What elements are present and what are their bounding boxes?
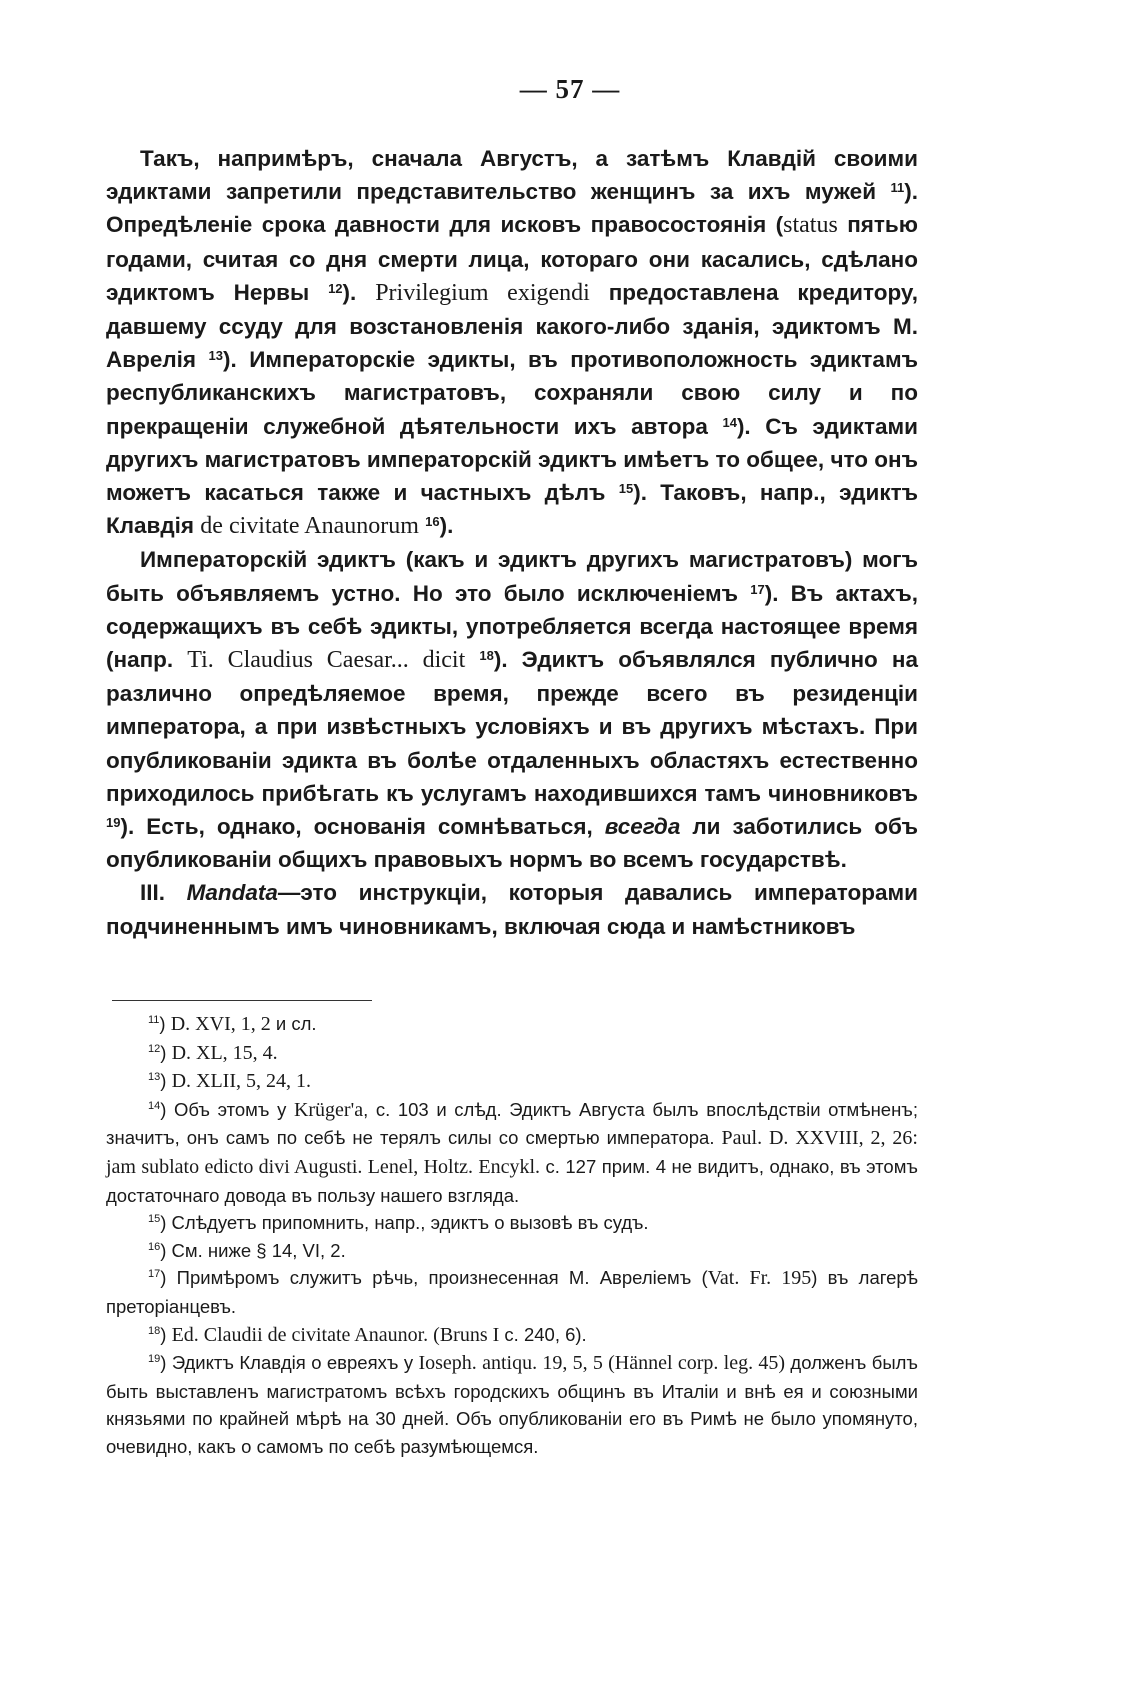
footnote-divider: [112, 1000, 372, 1001]
paragraph: [106, 876, 918, 942]
footnote: [106, 1349, 918, 1460]
latin-text: Vat. Fr. 195: [707, 1267, 812, 1290]
text-run: ).: [342, 279, 376, 305]
text-run: —это инструкціи, которыя давались императорами подчиненнымъ имъ чиновникамъ, включая сюда и намѣстниковъ: [106, 880, 918, 939]
footnote-number: 18: [148, 1324, 161, 1337]
text-run: ). Есть, однако, основанія сомнѣваться,: [120, 814, 605, 840]
latin-text: de civitate Anaunorum: [200, 513, 419, 540]
footnote-number: 14: [148, 1099, 161, 1112]
text-run: с. 240, 6).: [499, 1323, 587, 1345]
text-run: ).: [439, 513, 454, 539]
emphasis-text: всегда: [604, 814, 681, 840]
footnote-number: 19: [148, 1353, 161, 1366]
paragraph: [106, 543, 918, 876]
text-run: пятью годами, считая со дня смерти лица, котораго они касались, сдѣлано эдиктомъ Нервы: [106, 212, 918, 305]
text-run: ): [160, 1041, 172, 1063]
footnote-ref: 18: [479, 648, 494, 664]
latin-text: Ed. Claudii de civitate Anaunor. (Bruns I: [171, 1323, 500, 1346]
footnote-number: 13: [148, 1071, 161, 1084]
footnotes: [106, 1010, 918, 1461]
latin-text: Ti. Claudius Caesar... dicit: [187, 647, 466, 674]
text-run: предоставлена кредитору, давшему ссуду для возстановленія какого-либо зданія, эдиктомъ М. Аврелія: [106, 279, 918, 373]
footnote-ref: 14: [722, 414, 737, 430]
footnote: [106, 1209, 918, 1237]
text-run: Такъ, напримѣръ, сначала Августъ, а затѣмъ Клавдій своими эдиктами запретили представительство женщинъ за ихъ мужей: [106, 146, 918, 205]
latin-text: Krüger'a: [293, 1098, 364, 1121]
footnote-ref: 11: [890, 180, 905, 196]
text-run: III.: [140, 880, 187, 906]
text-run: ). Императорскіе эдикты, въ противоположность эдиктамъ республиканскихъ магистратовъ, сохраняли свою силу и по прекращеніи служебной дѣятельности ихъ автора: [106, 347, 918, 439]
footnote-number: 16: [148, 1240, 161, 1253]
page-number: — 57 —: [519, 74, 621, 104]
text-run: ). Опредѣленіе срока давности для исковъ правосостоянія (: [106, 179, 918, 238]
footnote-ref: 19: [106, 815, 121, 831]
text-run: ли заботились объ опубликованіи общихъ правовыхъ нормъ во всемъ государствѣ.: [106, 814, 918, 873]
footnote-number: 11: [148, 1014, 160, 1026]
text-run: ). Эдиктъ объявлялся публично на различно опредѣляемое время, прежде всего въ резиденціи императора, а при извѣстныхъ условіяхъ и въ другихъ мѣстахъ. При опубликованіи эдикта въ болѣе отдаленныхъ областяхъ естественно приходилось прибѣгать къ услугамъ находившихся тамъ чиновниковъ: [106, 647, 918, 806]
footnote: [106, 1096, 918, 1209]
text-run: ): [160, 1070, 172, 1092]
text-run: ) въ лагерѣ преторіанцевъ.: [106, 1267, 918, 1317]
text-run: ). Съ эдиктами другихъ магистратовъ императорскій эдиктъ имѣетъ то общее, что онъ можетъ касаться также и частныхъ дѣлъ: [106, 413, 918, 506]
text-run: ): [160, 1323, 172, 1345]
emphasis-text: Mandata: [186, 880, 278, 906]
text-run: ): [159, 1013, 171, 1034]
footnote-number: 15: [148, 1213, 161, 1226]
text-run: с. 127 прим. 4 не видитъ, однако, въ этомъ достаточнаго довода въ пользу нашего взгляда.: [106, 1155, 918, 1206]
latin-text: Paul. D. XXVIII, 2, 26: jam sublato edicto divi Augusti. Lenel, Holtz. Encykl.: [106, 1127, 918, 1178]
text-run: ) Эдиктъ Клавдія о евреяхъ у: [160, 1352, 419, 1374]
footnote-ref: 15: [618, 481, 634, 497]
footnote: [106, 1264, 918, 1320]
footnote-ref: 16: [425, 514, 440, 530]
main-text: [106, 142, 918, 943]
latin-text: D. XL, 15, 4.: [171, 1041, 278, 1064]
text-run: ). Въ актахъ, содержащихъ въ себѣ эдикты, употребляется всегда настоящее время (напр.: [106, 580, 919, 673]
footnote: [106, 1010, 918, 1039]
footnote: [106, 1321, 918, 1350]
text-run: ) Примѣромъ служитъ рѣчь, произнесенная М. Авреліемъ (: [160, 1267, 708, 1289]
paragraph: [106, 142, 918, 543]
footnote-ref: 17: [750, 581, 765, 597]
text-run: ). Таковъ, напр., эдиктъ Клавдія: [106, 480, 918, 539]
footnote-ref: 13: [208, 348, 223, 364]
latin-text: D. XVI, 1, 2: [170, 1013, 271, 1035]
text-run: [465, 647, 479, 672]
footnote: [106, 1067, 918, 1096]
latin-text: D. XLII, 5, 24, 1.: [171, 1070, 311, 1093]
text-run: , с. 103 и слѣд. Эдиктъ Августа былъ впослѣдствіи отмѣненъ; значитъ, онъ самъ по себѣ не терялъ силы со смертью императора.: [106, 1098, 919, 1149]
footnote: [106, 1039, 918, 1068]
footnote: [106, 1237, 918, 1265]
text-run: и сл.: [270, 1013, 317, 1034]
latin-text: Privilegium exigendi: [375, 279, 590, 306]
footnote-number: 12: [148, 1042, 161, 1055]
text-run: долженъ былъ быть выставленъ магистратомъ всѣхъ городскихъ общинъ въ Италіи и внѣ ея и союзными князьями по крайней мѣрѣ на 30 дней. Объ опубликованіи его въ Римѣ не было упомянуто, очевидно, какъ о самомъ по себѣ разумѣющемся.: [106, 1352, 918, 1457]
text-run: ) Слѣдуетъ припомнить, напр., эдиктъ о вызовѣ въ судъ.: [160, 1212, 649, 1234]
footnote-ref: 12: [328, 280, 343, 296]
footnote-number: 17: [148, 1268, 161, 1281]
text-run: ) Объ этомъ у: [160, 1098, 294, 1120]
text-run: ) См. ниже § 14, VI, 2.: [160, 1239, 346, 1261]
latin-text: status: [783, 212, 838, 239]
latin-text: Ioseph. antiqu. 19, 5, 5 (Hännel corp. leg. 45): [418, 1352, 785, 1375]
text-run: Императорскій эдиктъ (какъ и эдиктъ другихъ магистратовъ) могъ быть объявляемъ устно. Но это было исключеніемъ: [106, 547, 918, 606]
